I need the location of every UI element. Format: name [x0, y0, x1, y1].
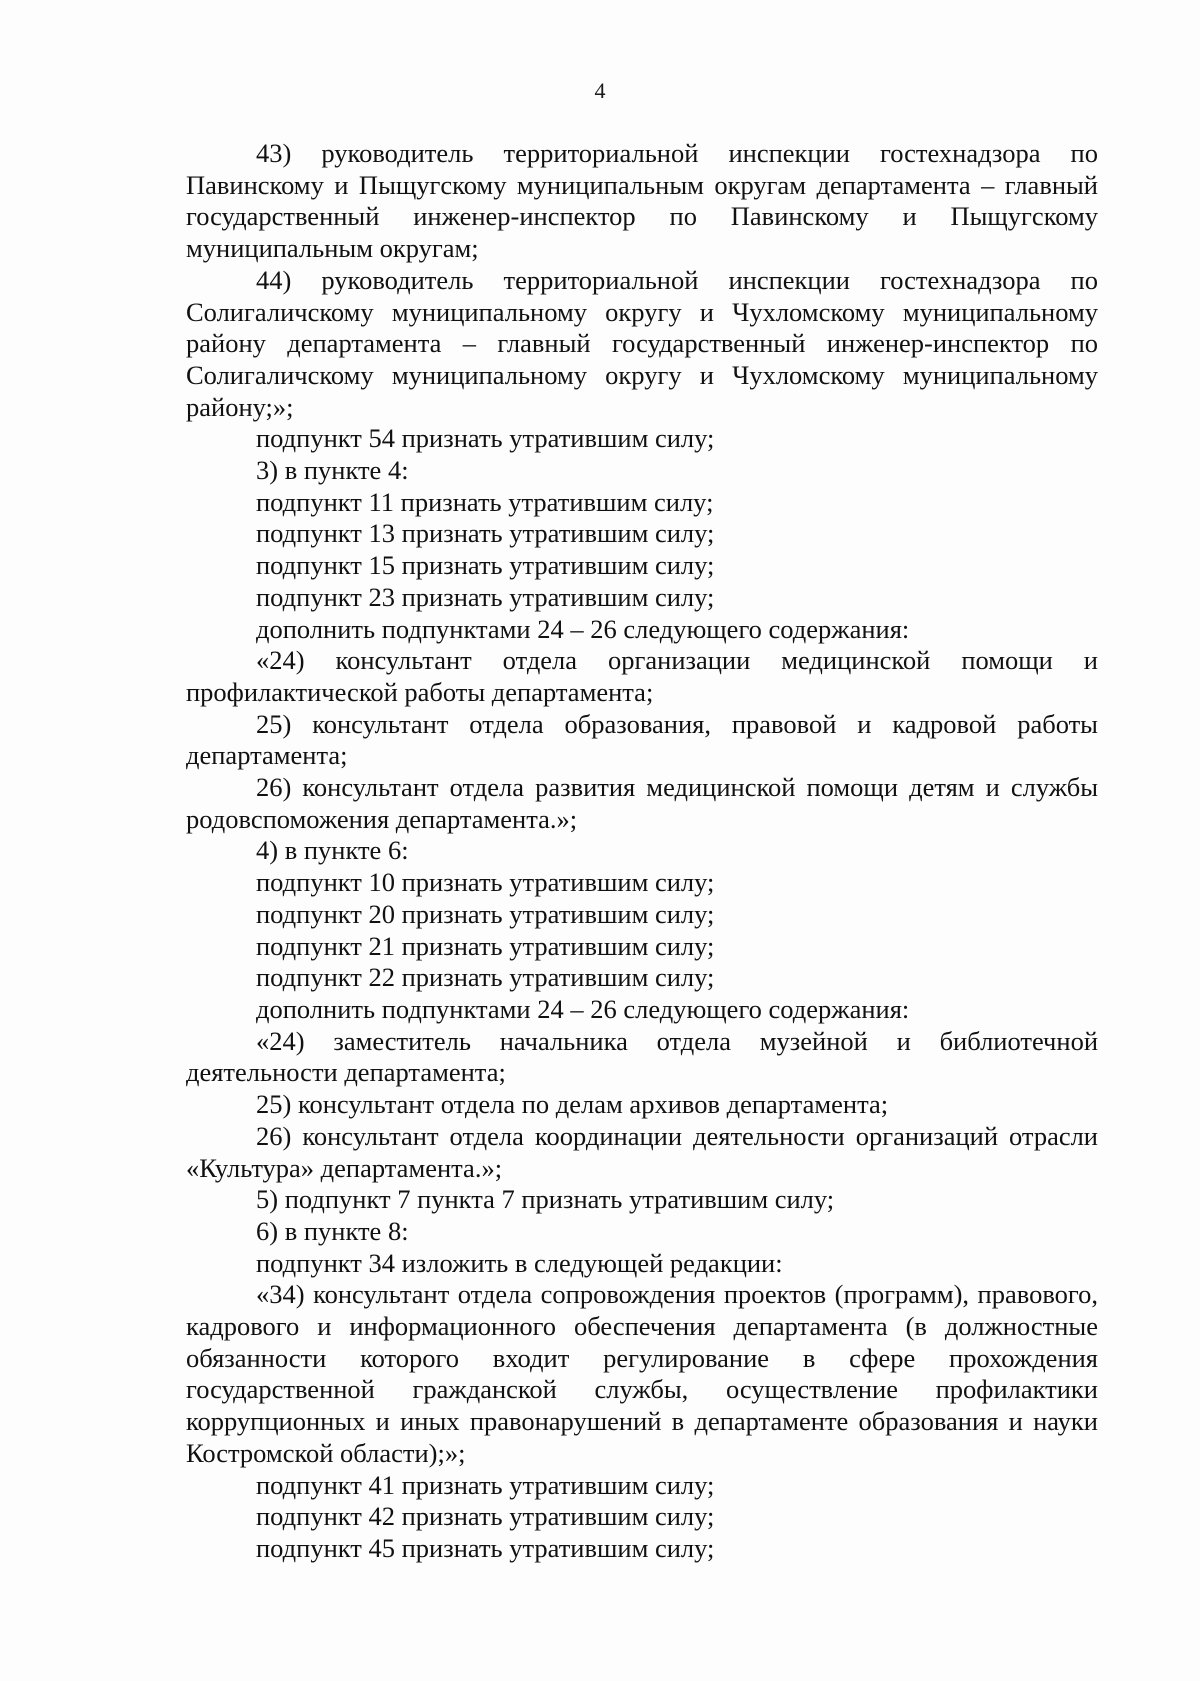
paragraph: подпункт 13 признать утратившим силу;: [256, 518, 715, 549]
paragraph: 4) в пункте 6:: [256, 835, 409, 866]
document-body: [186, 138, 1098, 1565]
paragraph: подпункт 20 признать утратившим силу;: [256, 898, 715, 929]
paragraph: подпункт 21 признать утратившим силу;: [256, 930, 715, 961]
paragraph: 3) в пункте 4:: [256, 455, 409, 486]
paragraph: 25) консультант отдела по делам архивов департамента;: [256, 1089, 889, 1120]
paragraph: дополнить подпунктами 24 – 26 следующего содержания:: [256, 613, 910, 644]
paragraph: 26) консультант отдела развития медицинской помощи детям и службы родовспоможения департамента.»;: [186, 772, 1098, 834]
paragraph: подпункт 15 признать утратившим силу;: [256, 550, 715, 581]
paragraph: 25) консультант отдела образования, правовой и кадровой работы департамента;: [186, 708, 1098, 771]
paragraph: подпункт 54 признать утратившим силу;: [256, 423, 715, 454]
paragraph: дополнить подпунктами 24 – 26 следующего содержания:: [256, 993, 910, 1024]
paragraph: 26) консультант отдела координации деятельности организаций отрасли «Культура» департамента.»;: [186, 1120, 1098, 1183]
paragraph: «34) консультант отдела сопровождения проектов (программ), правового, кадрового и информационного обеспечения департамента (в должностные обязанности которого входит регулирование в сфере прохождения государственной гражданской службы, осуществление профилактики коррупционных и иных правонарушений в департаменте образования и науки Костромской области);»;: [186, 1279, 1098, 1468]
paragraph: 43) руководитель территориальной инспекции гостехнадзора по Павинскому и Пыщугскому муниципальным округам департамента – главный государственный инженер-инспектор по Павинскому и Пыщугскому муниципальным округам;: [186, 138, 1098, 264]
page-number: 4: [594, 78, 606, 103]
paragraph: подпункт 34 изложить в следующей редакции:: [256, 1247, 783, 1278]
paragraph: подпункт 45 признать утратившим силу;: [256, 1532, 715, 1563]
paragraph: «24) заместитель начальника отдела музейной и библиотечной деятельности департамента;: [186, 1025, 1098, 1088]
paragraph: подпункт 10 признать утратившим силу;: [256, 867, 715, 898]
paragraph: 44) руководитель территориальной инспекции гостехнадзора по Солигаличскому муниципальному округу и Чухломскому муниципальному району департамента – главный государственный инженер-инспектор по Солигаличскому муниципальному округу и Чухломскому муниципальному району;»;: [186, 264, 1098, 422]
paragraph: подпункт 23 признать утратившим силу;: [256, 581, 715, 612]
paragraph: подпункт 42 признать утратившим силу;: [256, 1501, 715, 1532]
paragraph: 6) в пункте 8:: [256, 1215, 409, 1246]
paragraph: 5) подпункт 7 пункта 7 признать утратившим силу;: [256, 1184, 835, 1215]
paragraph: подпункт 11 признать утратившим силу;: [256, 486, 714, 517]
paragraph: подпункт 22 признать утратившим силу;: [256, 962, 715, 993]
paragraph: подпункт 41 признать утратившим силу;: [256, 1469, 715, 1500]
paragraph: «24) консультант отдела организации медицинской помощи и профилактической работы департамента;: [186, 645, 1098, 707]
